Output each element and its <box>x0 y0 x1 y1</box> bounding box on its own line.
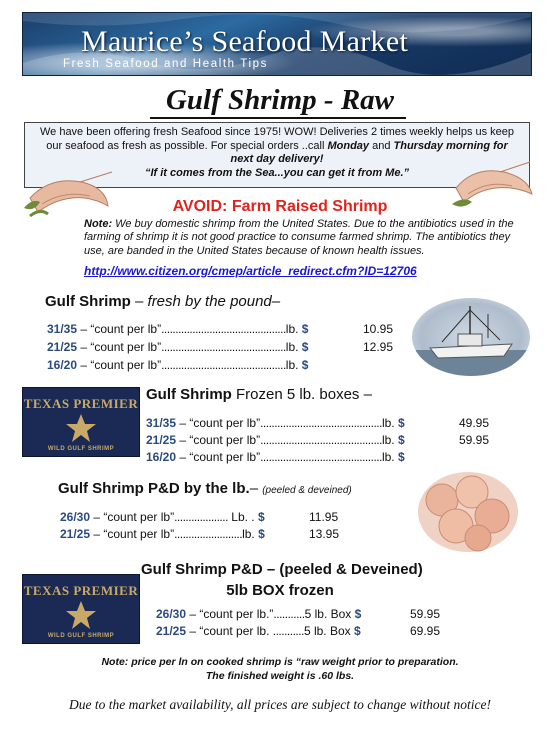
pd-box-price-26-30: 59.95 <box>410 607 441 621</box>
title-underline <box>150 117 406 119</box>
pd-row-21-25: 21/25 – “count per lb”........................lb. $ <box>60 527 265 541</box>
frozen-price-31-35: 49.95 <box>459 416 490 430</box>
star-emblem-icon <box>65 599 97 631</box>
note-text: We buy domestic shrimp from the United States. Due to the antibiotics used in the farming of shrimp it is not good practice to consume farmed shrimp. The antibiotics they use, are banded in the United States because of known health issues. <box>84 218 514 257</box>
fresh-row-21-25: 21/25 – “count per lb”............................................lb. $ <box>47 340 309 354</box>
pd-row-26-30: 26/30 – “count per lb”................... Lb. . $ <box>60 510 265 524</box>
page-title: Gulf Shrimp - Raw <box>165 84 395 116</box>
pd-box-row-21-25: 21/25 – “count per lb. ...........5 lb. Box $ <box>156 624 361 638</box>
frozen-row-31-35: 31/35 – “count per lb”...........................................lb. $ <box>146 416 405 430</box>
footnote-line-1: Note: price per ln on cooked shrimp is “raw weight prior to preparation. <box>101 656 459 668</box>
frozen-row-21-25: 21/25 – “count per lb”...........................................lb. $ <box>146 433 405 447</box>
footnote-line-2: The finished weight is .60 lbs. <box>205 670 355 682</box>
banner-title: Maurice’s Seafood Market <box>81 25 409 58</box>
frozen-row-16-20: 16/20 – “count per lb”...........................................lb. $ <box>146 450 405 464</box>
fishing-boat-photo <box>412 298 530 376</box>
note-paragraph <box>84 218 514 258</box>
intro-slogan: “If it comes from the Sea...you can get it from Me.” <box>144 166 410 179</box>
fresh-row-16-20: 16/20 – “count per lb”............................................lb. $ <box>47 358 309 372</box>
citizen-link[interactable]: http://www.citizen.org/cmep/article_redirect.cfm?ID=12706 <box>84 264 417 278</box>
section-fresh-heading: Gulf Shrimp – fresh by the pound– <box>45 293 281 310</box>
price-disclaimer: Due to the market availability, all prices are subject to change without notice! <box>68 697 492 712</box>
star-emblem-icon <box>65 412 97 444</box>
intro-line-2: our seafood as fresh as possible. For special orders ..call Monday and Thursday morning for <box>46 139 508 152</box>
peeled-shrimp-photo <box>412 466 524 558</box>
section-pd-box-heading: Gulf Shrimp P&D – (peeled & Deveined) <box>141 561 423 578</box>
banner-subtitle: Fresh Seafood and Health Tips <box>63 58 268 70</box>
pd-box-price-21-25: 69.95 <box>410 624 441 638</box>
fresh-price-31-35: 10.95 <box>363 322 394 336</box>
texas-premier-logo: TEXAS PREMIER WILD GULF SHRIMP <box>22 387 140 457</box>
texas-premier-logo-2: TEXAS PREMIER WILD GULF SHRIMP <box>22 574 140 644</box>
intro-line-3: next day delivery! <box>230 153 324 166</box>
note-label: Note: <box>84 218 113 230</box>
section-pd-box-subheading: 5lb BOX frozen <box>226 582 334 599</box>
boat-icon <box>412 298 530 376</box>
section-pd-heading: Gulf Shrimp P&D by the lb.– (peeled & deveined) <box>58 480 352 497</box>
pd-price-21-25: 13.95 <box>309 527 340 541</box>
banner <box>22 12 532 76</box>
pd-box-row-26-30: 26/30 – “count per lb.”...........5 lb. Box $ <box>156 607 362 621</box>
frozen-price-21-25: 59.95 <box>459 433 490 447</box>
cooked-weight-note <box>0 655 560 683</box>
fresh-row-31-35: 31/35 – “count per lb”............................................lb. $ <box>47 322 309 336</box>
fresh-price-21-25: 12.95 <box>363 340 394 354</box>
avoid-warning: AVOID: Farm Raised Shrimp <box>172 198 388 215</box>
section-frozen-heading: Gulf Shrimp Frozen 5 lb. boxes – <box>146 386 372 403</box>
intro-line-1: We have been offering fresh Seafood since 1975! WOW! Deliveries 2 times weekly helps us keep <box>39 126 515 138</box>
pd-price-26-30: 11.95 <box>309 510 339 524</box>
